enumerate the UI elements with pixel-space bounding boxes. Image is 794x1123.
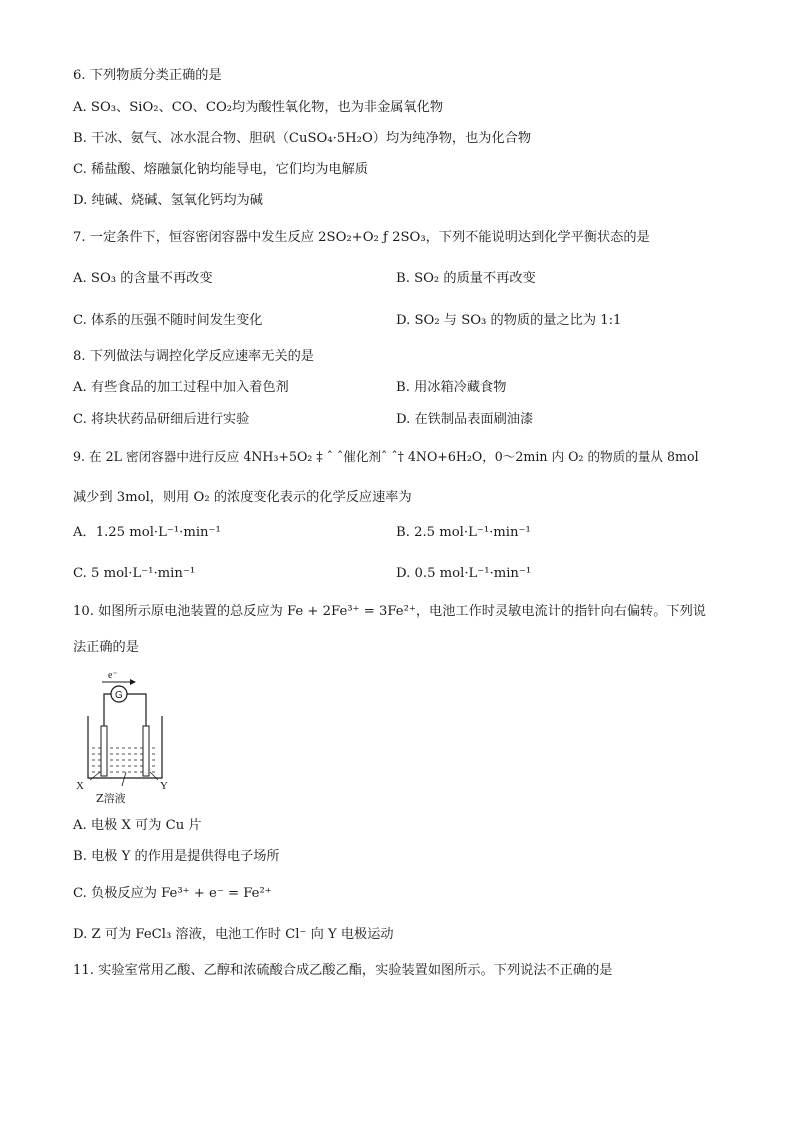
q10-stem-line1: 10. 如图所示原电池装置的总反应为 Fe + 2Fe³⁺ = 3Fe²⁺，电池工作时灵敏电流计的指针向右偏转。下列说 (73, 604, 706, 619)
q9-option-c: C. 5 mol·L⁻¹·min⁻¹ (73, 566, 196, 581)
beaker (88, 716, 162, 778)
q10-option-d: D. Z 可为 FeCl₃ 溶液，电池工作时 Cl⁻ 向 Y 电极运动 (73, 927, 394, 942)
z-pointer (122, 772, 126, 786)
left-wire (104, 694, 111, 726)
q6-stem: 6. 下列物质分类正确的是 (73, 68, 222, 83)
q10-option-b: B. 电极 Y 的作用是提供得电子场所 (73, 849, 280, 864)
q7-option-a: A. SO₃ 的含量不再改变 (73, 271, 213, 286)
galvanic-cell-figure (70, 668, 180, 808)
label-x: X (76, 780, 84, 792)
label-z-solution: Z溶液 (96, 792, 126, 805)
q10-option-c: C. 负极反应为 Fe³⁺ + e⁻ = Fe²⁺ (73, 886, 272, 901)
label-y: Y (160, 780, 168, 792)
q7-option-c: C. 体系的压强不随时间发生变化 (73, 313, 263, 328)
q7-option-b: B. SO₂ 的质量不再改变 (396, 271, 536, 286)
electron-label: e⁻ (108, 670, 118, 681)
q8-option-c: C. 将块状药品研细后进行实验 (73, 412, 250, 427)
q9-option-a: A．1.25 mol·L⁻¹·min⁻¹ (73, 525, 221, 540)
q7-stem: 7. 一定条件下，恒容密闭容器中发生反应 2SO₂+O₂ ƒ 2SO₃，下列不能说明达到化学平衡状态的是 (73, 230, 650, 245)
q6-option-a: A. SO₃、SiO₂、CO、CO₂均为酸性氧化物，也为非金属氧化物 (73, 100, 444, 115)
galvanometer-label: G (115, 690, 123, 701)
q9-option-b: B. 2.5 mol·L⁻¹·min⁻¹ (396, 525, 531, 540)
q8-option-b: B. 用冰箱冷藏食物 (396, 380, 507, 395)
q11-stem: 11. 实验室常用乙酸、乙醇和浓硫酸合成乙酸乙酯，实验装置如图所示。下列说法不正确的是 (73, 963, 613, 978)
q9-stem-line2: 减少到 3mol，则用 O₂ 的浓度变化表示的化学反应速率为 (73, 490, 412, 505)
electrode-x (101, 726, 107, 776)
electron-arrowhead (130, 679, 136, 685)
y-pointer (150, 772, 158, 780)
x-pointer (90, 772, 100, 780)
q6-option-d: D. 纯碱、烧碱、氢氧化钙均为碱 (73, 193, 263, 208)
q10-stem-line2: 法正确的是 (73, 640, 139, 655)
q10-option-a: A. 电极 X 可为 Cu 片 (73, 818, 202, 833)
q6-option-c: C. 稀盐酸、熔融氯化钠均能导电，它们均为电解质 (73, 162, 368, 177)
q9-stem-line1: 9. 在 2L 密闭容器中进行反应 4NH₃+5O₂ ‡ ˆ ˆ催化剂ˆ ˆ† 4NO+6H₂O，0～2min 内 O₂ 的物质的量从 8mol (73, 449, 699, 464)
q9-option-d: D. 0.5 mol·L⁻¹·min⁻¹ (396, 566, 532, 581)
electrode-y (143, 726, 149, 776)
q6-option-b: B. 干冰、氨气、冰水混合物、胆矾（CuSO₄·5H₂O）均为纯净物，也为化合物 (73, 131, 532, 146)
right-wire (127, 694, 146, 726)
q8-stem: 8. 下列做法与调控化学反应速率无关的是 (73, 349, 314, 364)
q7-option-d: D. SO₂ 与 SO₃ 的物质的量之比为 1:1 (396, 313, 622, 328)
q8-option-d: D. 在铁制品表面刷油漆 (396, 412, 534, 427)
q8-option-a: A. 有些食品的加工过程中加入着色剂 (73, 380, 289, 395)
